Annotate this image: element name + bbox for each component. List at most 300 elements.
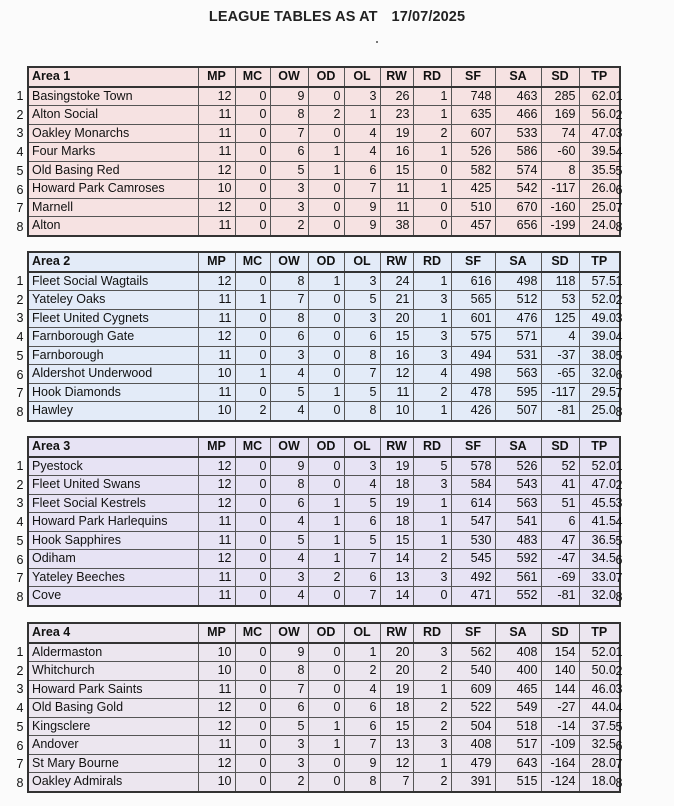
stat-cell: 466 (495, 106, 541, 125)
position-left: 3 (16, 126, 24, 141)
stat-cell: 0 (235, 680, 270, 699)
stat-cell: 643 (495, 754, 541, 773)
stray-dot (376, 41, 378, 43)
team-name: Aldermaston (28, 643, 198, 662)
stat-cell: 12 (198, 550, 235, 569)
stat-cell: -117 (541, 180, 579, 199)
stat-cell: 32.5 (579, 736, 620, 755)
stat-cell: 1 (308, 143, 344, 162)
stat-cell: 1 (235, 365, 270, 384)
table-row (28, 531, 620, 550)
stat-cell: 0 (235, 754, 270, 773)
position-right: 1 (615, 89, 623, 103)
stat-cell: 507 (495, 402, 541, 421)
league-table (27, 436, 621, 607)
stat-cell: 38.0 (579, 346, 620, 365)
stat-cell: 0 (308, 87, 344, 106)
stat-cell: 0 (235, 531, 270, 550)
stat-cell: 44.0 (579, 699, 620, 718)
stat-cell: 144 (541, 680, 579, 699)
position-right: 5 (615, 719, 623, 734)
stat-cell: 4 (270, 587, 308, 606)
team-name: Yateley Oaks (28, 291, 198, 310)
stat-cell: 549 (495, 699, 541, 718)
stat-cell: 2 (413, 383, 451, 402)
stat-cell: 748 (451, 87, 495, 106)
position-right: 6 (615, 182, 623, 197)
position-left: 5 (16, 533, 24, 548)
stat-cell: 1 (308, 161, 344, 180)
stat-cell: 457 (451, 217, 495, 236)
stat-cell: 1 (413, 180, 451, 199)
stat-cell: 3 (413, 643, 451, 662)
stat-cell: 10 (198, 180, 235, 199)
stat-cell: 4 (541, 328, 579, 347)
table-row (28, 272, 620, 291)
stat-cell: 492 (451, 568, 495, 587)
position-left: 6 (16, 552, 24, 567)
stat-cell: 36.5 (579, 531, 620, 550)
stat-cell: 19 (380, 457, 413, 476)
position-left: 3 (16, 682, 24, 697)
column-header: OD (308, 67, 344, 87)
position-right: 8 (615, 775, 623, 790)
column-header: TP (579, 67, 620, 87)
team-name: Aldershot Underwood (28, 365, 198, 384)
stat-cell: 543 (495, 476, 541, 495)
stat-cell: 9 (344, 198, 380, 217)
column-header: SA (495, 252, 541, 272)
stat-cell: 12 (198, 494, 235, 513)
stat-cell: 3 (413, 346, 451, 365)
stat-cell: 518 (495, 717, 541, 736)
stat-cell: 45.5 (579, 494, 620, 513)
stat-cell: 0 (235, 736, 270, 755)
stat-cell: 552 (495, 587, 541, 606)
stat-cell: 5 (344, 494, 380, 513)
position-left: 3 (16, 496, 24, 511)
stat-cell: 1 (344, 643, 380, 662)
position-left: 3 (16, 311, 24, 326)
stat-cell: 8 (344, 346, 380, 365)
position-right: 5 (615, 348, 623, 363)
league-table (27, 622, 621, 793)
stat-cell: 592 (495, 550, 541, 569)
position-right: 3 (615, 311, 623, 326)
position-right: 2 (615, 107, 623, 122)
stat-cell: 13 (380, 736, 413, 755)
position-left: 6 (16, 738, 24, 753)
area-block (17, 251, 667, 422)
stat-cell: 0 (308, 124, 344, 143)
stat-cell: 6 (344, 513, 380, 532)
stat-cell: 3 (270, 736, 308, 755)
table-row (28, 754, 620, 773)
stat-cell: 2 (270, 217, 308, 236)
stat-cell: 478 (451, 383, 495, 402)
area-name: Area 2 (28, 252, 198, 272)
stat-cell: 0 (235, 272, 270, 291)
column-header: SF (451, 67, 495, 87)
stat-cell: 3 (270, 198, 308, 217)
position-right: 5 (615, 163, 623, 178)
stat-cell: 8 (344, 773, 380, 792)
column-header: MP (198, 252, 235, 272)
stat-cell: 8 (270, 106, 308, 125)
position-left: 7 (16, 757, 24, 772)
stat-cell: 4 (344, 476, 380, 495)
stat-cell: 530 (451, 531, 495, 550)
table-row (28, 328, 620, 347)
stat-cell: -27 (541, 699, 579, 718)
stat-cell: 635 (451, 106, 495, 125)
stat-cell: 0 (235, 143, 270, 162)
stat-cell: 35.5 (579, 161, 620, 180)
page-title (0, 9, 674, 25)
stat-cell: 498 (495, 272, 541, 291)
stat-cell: 12 (198, 754, 235, 773)
column-header: OW (270, 437, 308, 457)
stat-cell: 562 (451, 643, 495, 662)
stat-cell: 32.0 (579, 587, 620, 606)
team-name: Fleet United Swans (28, 476, 198, 495)
table-row (28, 550, 620, 569)
stat-cell: 16 (380, 346, 413, 365)
table-row (28, 513, 620, 532)
team-name: Howard Park Harlequins (28, 513, 198, 532)
stat-cell: 11 (198, 291, 235, 310)
stat-cell: 656 (495, 217, 541, 236)
table-row (28, 198, 620, 217)
stat-cell: 9 (344, 217, 380, 236)
stat-cell: 10 (380, 402, 413, 421)
stat-cell: 601 (451, 309, 495, 328)
stat-cell: 1 (413, 513, 451, 532)
stat-cell: 0 (308, 680, 344, 699)
position-left: 4 (16, 515, 24, 530)
stat-cell: 0 (308, 291, 344, 310)
position-right: 2 (615, 663, 623, 678)
stat-cell: 38 (380, 217, 413, 236)
stat-cell: 37.5 (579, 717, 620, 736)
stat-cell: 10 (198, 773, 235, 792)
stat-cell: 1 (413, 531, 451, 550)
team-name: Oakley Monarchs (28, 124, 198, 143)
stat-cell: 4 (270, 513, 308, 532)
stat-cell: 12 (198, 699, 235, 718)
stat-cell: 32.0 (579, 365, 620, 384)
stat-cell: 3 (270, 568, 308, 587)
stat-cell: 4 (344, 143, 380, 162)
position-right: 3 (615, 126, 623, 141)
stat-cell: 1 (308, 736, 344, 755)
stat-cell: 609 (451, 680, 495, 699)
stat-cell: 0 (235, 309, 270, 328)
stat-cell: 52.0 (579, 643, 620, 662)
team-name: Old Basing Red (28, 161, 198, 180)
stat-cell: 7 (344, 180, 380, 199)
stat-cell: 20 (380, 662, 413, 681)
column-header: SD (541, 437, 579, 457)
stat-cell: 18.0 (579, 773, 620, 792)
position-left: 7 (16, 201, 24, 216)
stat-cell: 510 (451, 198, 495, 217)
stat-cell: 2 (413, 717, 451, 736)
stat-cell: 5 (344, 531, 380, 550)
stat-cell: 18 (380, 699, 413, 718)
stat-cell: 18 (380, 513, 413, 532)
position-left: 2 (16, 107, 24, 122)
position-right: 6 (615, 367, 623, 382)
stat-cell: 140 (541, 662, 579, 681)
position-right: 8 (615, 589, 623, 604)
stat-cell: 391 (451, 773, 495, 792)
stat-cell: 0 (235, 217, 270, 236)
stat-cell: 616 (451, 272, 495, 291)
title-date: 17/07/2025 (391, 9, 466, 25)
stat-cell: 479 (451, 754, 495, 773)
stat-cell: 400 (495, 662, 541, 681)
position-right: 1 (615, 274, 623, 288)
stat-cell: 4 (344, 680, 380, 699)
position-right: 7 (615, 571, 623, 586)
stat-cell: 5 (270, 161, 308, 180)
column-header: RW (380, 623, 413, 643)
stat-cell: 571 (495, 328, 541, 347)
stat-cell: 53 (541, 291, 579, 310)
stat-cell: 0 (413, 217, 451, 236)
stat-cell: 0 (235, 476, 270, 495)
stat-cell: 0 (235, 383, 270, 402)
position-left: 1 (16, 459, 24, 473)
stat-cell: 12 (198, 272, 235, 291)
stat-cell: 425 (451, 180, 495, 199)
column-header: MC (235, 252, 270, 272)
stat-cell: -199 (541, 217, 579, 236)
position-left: 6 (16, 367, 24, 382)
stat-cell: 7 (270, 124, 308, 143)
position-right: 1 (615, 459, 623, 473)
stat-cell: 1 (308, 383, 344, 402)
stat-cell: 3 (344, 309, 380, 328)
stat-cell: 11 (380, 383, 413, 402)
stat-cell: 7 (344, 587, 380, 606)
stat-cell: 12 (198, 161, 235, 180)
column-header: SF (451, 623, 495, 643)
column-header: TP (579, 437, 620, 457)
column-header: SF (451, 252, 495, 272)
stat-cell: 1 (308, 513, 344, 532)
team-name: Alton (28, 217, 198, 236)
stat-cell: 4 (270, 550, 308, 569)
stat-cell: 74 (541, 124, 579, 143)
column-header: MP (198, 623, 235, 643)
table-header-row (28, 623, 620, 643)
stat-cell: 512 (495, 291, 541, 310)
stat-cell: 47.0 (579, 124, 620, 143)
stat-cell: 15 (380, 531, 413, 550)
stat-cell: 575 (451, 328, 495, 347)
stat-cell: 11 (198, 143, 235, 162)
position-right: 5 (615, 533, 623, 548)
stat-cell: 547 (451, 513, 495, 532)
position-right: 6 (615, 738, 623, 753)
stat-cell: 9 (270, 457, 308, 476)
league-table (27, 66, 621, 237)
stat-cell: 7 (380, 773, 413, 792)
stat-cell: 0 (235, 587, 270, 606)
stat-cell: 0 (308, 476, 344, 495)
stat-cell: 2 (413, 550, 451, 569)
column-header: OL (344, 252, 380, 272)
stat-cell: 6 (270, 699, 308, 718)
stat-cell: 0 (235, 550, 270, 569)
stat-cell: 526 (451, 143, 495, 162)
column-header: SD (541, 252, 579, 272)
position-right: 4 (615, 330, 623, 345)
team-name: Farnborough (28, 346, 198, 365)
stat-cell: 11 (198, 124, 235, 143)
stat-cell: 522 (451, 699, 495, 718)
stat-cell: 5 (270, 383, 308, 402)
league-table (27, 251, 621, 422)
stat-cell: 12 (198, 476, 235, 495)
stat-cell: 285 (541, 87, 579, 106)
stat-cell: 0 (308, 643, 344, 662)
stat-cell: -65 (541, 365, 579, 384)
column-header: OW (270, 623, 308, 643)
stat-cell: 7 (344, 736, 380, 755)
stat-cell: 4 (413, 365, 451, 384)
position-left: 4 (16, 145, 24, 160)
stat-cell: 3 (413, 476, 451, 495)
stat-cell: 0 (235, 568, 270, 587)
stat-cell: 0 (235, 346, 270, 365)
table-row (28, 662, 620, 681)
stat-cell: 8 (270, 662, 308, 681)
stat-cell: 7 (270, 680, 308, 699)
position-left: 2 (16, 663, 24, 678)
stat-cell: 1 (308, 272, 344, 291)
stat-cell: 26.0 (579, 180, 620, 199)
stat-cell: 3 (344, 87, 380, 106)
stat-cell: 56.0 (579, 106, 620, 125)
stat-cell: 3 (270, 180, 308, 199)
stat-cell: 0 (235, 106, 270, 125)
stat-cell: 2 (235, 402, 270, 421)
stat-cell: 12 (380, 365, 413, 384)
column-header: OL (344, 67, 380, 87)
position-right: 7 (615, 201, 623, 216)
column-header: SF (451, 437, 495, 457)
position-right: 4 (615, 145, 623, 160)
stat-cell: 39.5 (579, 143, 620, 162)
stat-cell: 2 (413, 699, 451, 718)
column-header: MC (235, 623, 270, 643)
stat-cell: 16 (380, 143, 413, 162)
stat-cell: 11 (198, 568, 235, 587)
stat-cell: 14 (380, 550, 413, 569)
stat-cell: 1 (413, 402, 451, 421)
stat-cell: 582 (451, 161, 495, 180)
stat-cell: 15 (380, 717, 413, 736)
table-row (28, 457, 620, 476)
team-name: Odiham (28, 550, 198, 569)
team-name: Yateley Beeches (28, 568, 198, 587)
position-right: 4 (615, 515, 623, 530)
table-row (28, 736, 620, 755)
stat-cell: 15 (380, 328, 413, 347)
stat-cell: 11 (198, 531, 235, 550)
stat-cell: 62.0 (579, 87, 620, 106)
stat-cell: 2 (413, 773, 451, 792)
column-header: SA (495, 623, 541, 643)
stat-cell: 0 (235, 643, 270, 662)
stat-cell: 0 (235, 513, 270, 532)
stat-cell: 46.0 (579, 680, 620, 699)
stat-cell: 498 (451, 365, 495, 384)
table-row (28, 346, 620, 365)
stat-cell: 1 (235, 291, 270, 310)
stat-cell: 2 (413, 662, 451, 681)
stat-cell: 6 (270, 494, 308, 513)
column-header: SA (495, 67, 541, 87)
column-header: RW (380, 437, 413, 457)
stat-cell: 4 (270, 402, 308, 421)
team-name: Fleet Social Kestrels (28, 494, 198, 513)
stat-cell: 11 (198, 217, 235, 236)
stat-cell: -81 (541, 587, 579, 606)
stat-cell: 1 (344, 106, 380, 125)
stat-cell: -160 (541, 198, 579, 217)
stat-cell: 1 (413, 494, 451, 513)
stat-cell: 50.0 (579, 662, 620, 681)
stat-cell: 1 (413, 143, 451, 162)
stat-cell: 7 (344, 365, 380, 384)
position-right: 2 (615, 292, 623, 307)
column-header: RD (413, 623, 451, 643)
stat-cell: 504 (451, 717, 495, 736)
stat-cell: 517 (495, 736, 541, 755)
stat-cell: 531 (495, 346, 541, 365)
stat-cell: 49.0 (579, 309, 620, 328)
stat-cell: 1 (308, 531, 344, 550)
column-header: RW (380, 67, 413, 87)
stat-cell: 540 (451, 662, 495, 681)
stat-cell: 51 (541, 494, 579, 513)
stat-cell: 125 (541, 309, 579, 328)
stat-cell: 20 (380, 643, 413, 662)
stat-cell: 0 (235, 773, 270, 792)
stat-cell: 0 (235, 87, 270, 106)
stat-cell: 2 (344, 662, 380, 681)
column-header: OD (308, 623, 344, 643)
position-left: 8 (16, 404, 24, 419)
stat-cell: 563 (495, 365, 541, 384)
stat-cell: 0 (235, 717, 270, 736)
stat-cell: 25.0 (579, 198, 620, 217)
team-name: Farnborough Gate (28, 328, 198, 347)
stat-cell: 41 (541, 476, 579, 495)
table-row (28, 699, 620, 718)
table-row (28, 717, 620, 736)
team-name: Hook Sapphires (28, 531, 198, 550)
stat-cell: 0 (235, 699, 270, 718)
position-left: 8 (16, 219, 24, 234)
stat-cell: 574 (495, 161, 541, 180)
stat-cell: 11 (198, 346, 235, 365)
column-header: MC (235, 67, 270, 87)
